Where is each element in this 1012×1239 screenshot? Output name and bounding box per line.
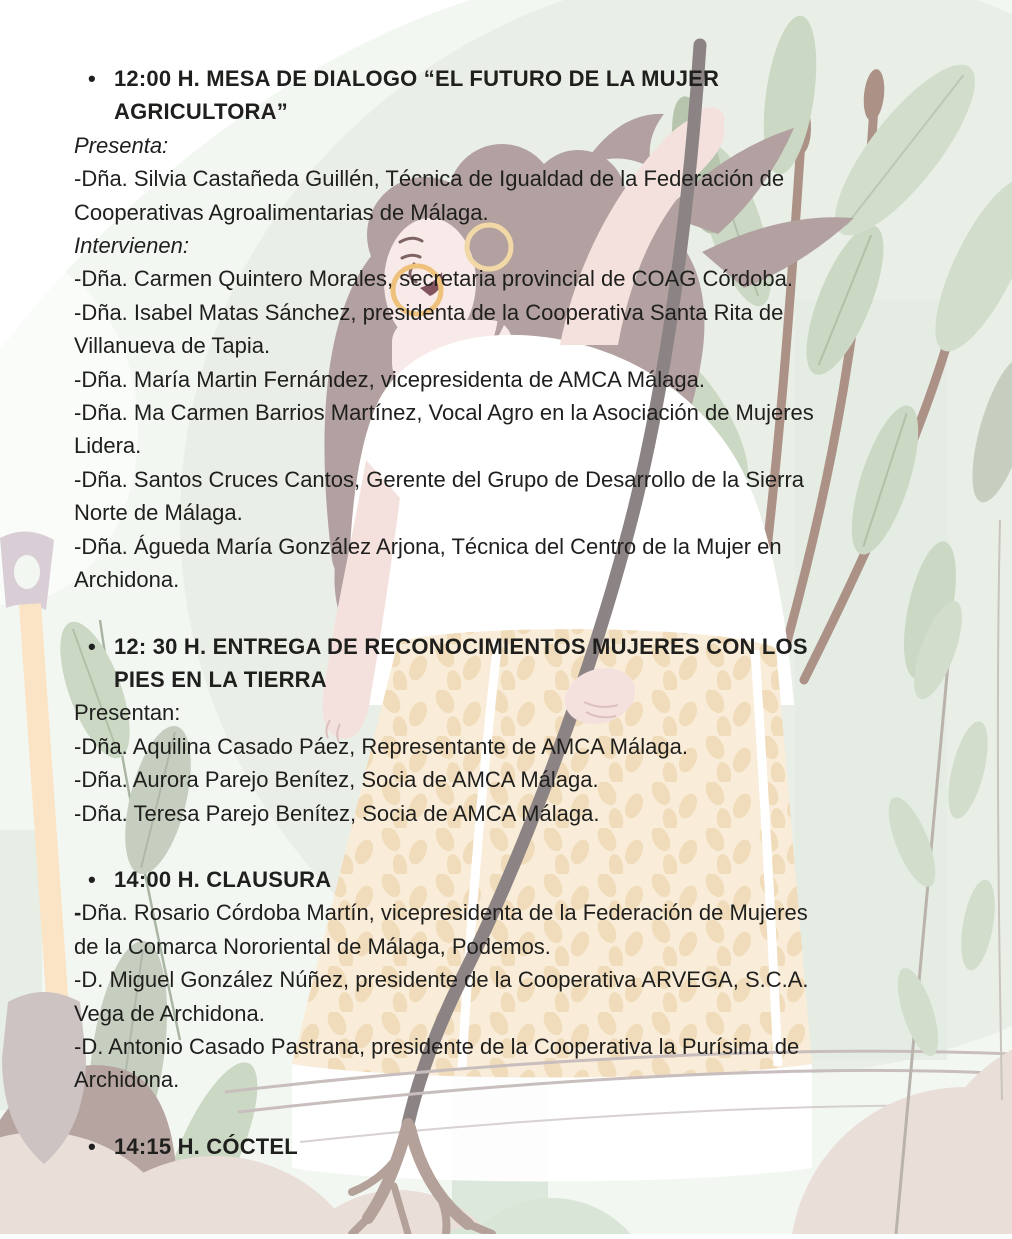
program-line: Intervienen: (74, 233, 189, 259)
program-line: -Dña. Aurora Parejo Benítez, Socia de AMCA Málaga. (74, 767, 599, 793)
program-line: -Dña. Santos Cruces Cantos, Gerente del Grupo de Desarrollo de la Sierra Norte de Málaga. (74, 466, 805, 526)
program-line: -Dña. Isabel Matas Sánchez, presidenta de la Cooperativa Santa Rita de Villanueva de Tapia. (74, 299, 784, 359)
bullet-icon: • (88, 633, 96, 659)
section-heading: 14:00 H. CLAUSURA (114, 866, 332, 892)
program-line: -D. Antonio Casado Pastrana, presidente de la Cooperativa la Purísima de Archidona. (74, 1033, 800, 1093)
program-section (74, 863, 1012, 1097)
program-line: -Dña. Ma Carmen Barrios Martínez, Vocal Agro en la Asociación de Mujeres Lidera. (74, 400, 814, 459)
program-line: -Dña. Aquilina Casado Páez, Representante de AMCA Málaga. (74, 733, 688, 759)
program-line: Presenta: (74, 132, 169, 158)
section-heading-row (74, 863, 1012, 896)
section-heading-row (74, 630, 1012, 697)
section-heading-row (74, 62, 1012, 129)
section-heading: 14:15 H. CÓCTEL (114, 1133, 298, 1159)
section-heading-row (74, 1130, 1012, 1163)
program-section (74, 62, 1012, 597)
program-section (74, 1130, 1012, 1163)
program-line: -Dña. Águeda María González Arjona, Técnica del Centro de la Mujer en Archidona. (74, 533, 782, 593)
program-line: Presentan: (74, 700, 181, 726)
section-heading: 12: 30 H. ENTREGA DE RECONOCIMIENTOS MUJERES CON LOS PIES EN LA TIERRA (114, 633, 808, 692)
program-line: -Dña. María Martin Fernández, vicepresidenta de AMCA Málaga. (74, 366, 705, 392)
program-line: -Dña. Carmen Quintero Morales, secretaria provincial de COAG Córdoba. (74, 266, 793, 292)
bullet-icon: • (88, 866, 96, 892)
program-line: -D. Miguel González Núñez, presidente de la Cooperativa ARVEGA, S.C.A. Vega de Archidona. (74, 967, 809, 1026)
bullet-icon: • (88, 1133, 96, 1159)
bullet-icon: • (88, 66, 96, 91)
program-line: -Dña. Teresa Parejo Benítez, Socia de AMCA Málaga. (74, 800, 600, 826)
section-heading: 12:00 H. MESA DE DIALOGO “EL FUTURO DE LA MUJER AGRICULTORA” (114, 66, 720, 125)
program-section (74, 630, 1012, 830)
program-line: -Dña. Rosario Córdoba Martín, vicepresidenta de la Federación de Mujeres de la Comarca Nororiental de Málaga, Podemos. (74, 900, 808, 959)
program-line: -Dña. Silvia Castañeda Guillén, Técnica de Igualdad de la Federación de Cooperativas Agroalimentarias de Málaga. (74, 166, 785, 225)
